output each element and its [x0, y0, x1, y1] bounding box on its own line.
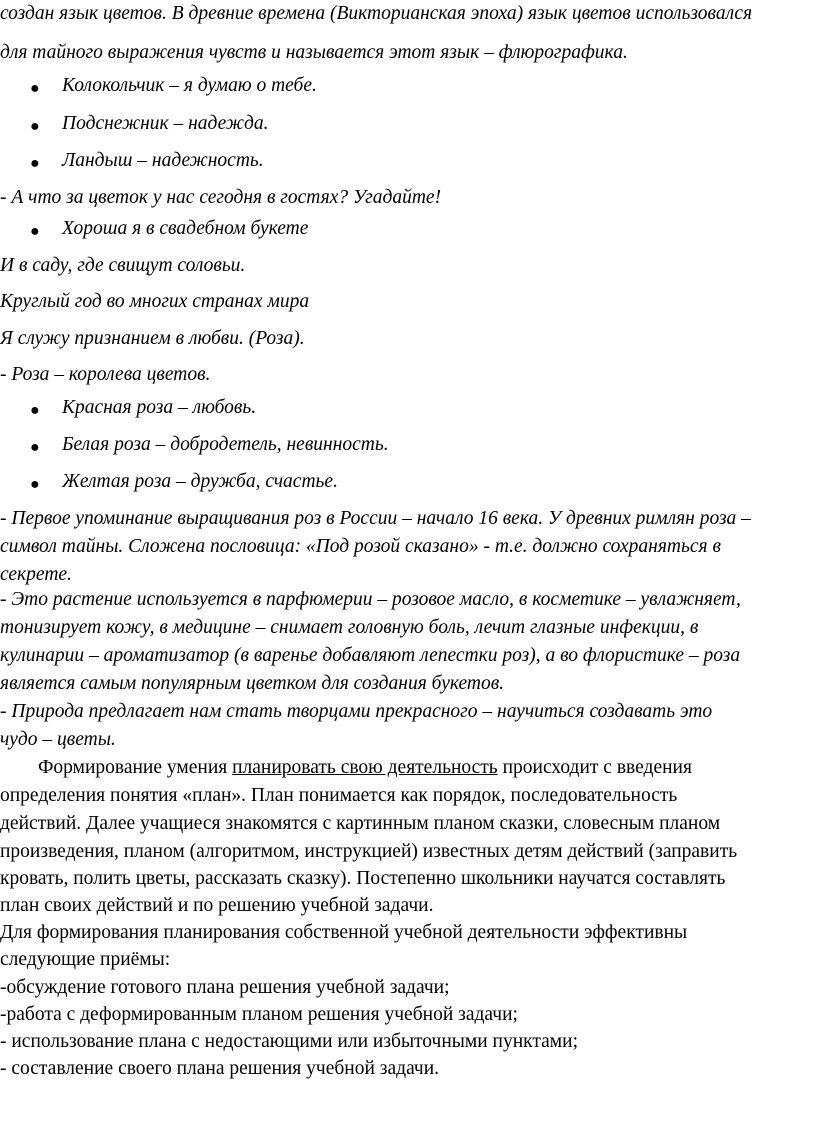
rose-meaning-item: Желтая роза – дружба, счастье. — [62, 471, 338, 492]
riddle-line-2: И в саду, где свищут соловьи. — [0, 255, 246, 276]
planning-text: Формирование умения — [38, 757, 233, 778]
meaning-item: Подснежник – надежда. — [62, 113, 269, 134]
usage-line-3: кулинарии – ароматизатор (в варенье добавляют лепестки роз), а во флористике – роза — [0, 645, 741, 666]
usage-line-4: является самым популярным цветком для создания букетов. — [0, 673, 505, 694]
technique-item: -обсуждение готового плана решения учебной задачи; — [0, 977, 450, 998]
planning-line-4: произведения, планом (алгоритмом, инструкцией) известных детям действий (заправить — [0, 841, 738, 862]
rose-meaning-item: Белая роза – добродетель, невинность. — [62, 434, 389, 455]
rose-meaning-item: Красная роза – любовь. — [62, 397, 257, 418]
meaning-item: Колокольчик – я думаю о тебе. — [62, 75, 317, 96]
riddle-line-1: Хороша я в свадебном букете — [62, 218, 309, 239]
bullet-icon: ● — [30, 439, 40, 456]
planning-line-2: определения понятия «план». План понимается как порядок, последовательность — [0, 785, 678, 806]
techniques-line-2: следующие приёмы: — [0, 949, 171, 970]
history-line-1: - Первое упоминание выращивания роз в России – начало 16 века. У древних римлян роза – — [0, 508, 751, 529]
meaning-item: Ландыш – надежность. — [62, 150, 264, 171]
techniques-line-1: Для формирования планирования собственной учебной деятельности эффективны — [0, 922, 688, 943]
bullet-icon: ● — [30, 80, 40, 97]
riddle-line-4: Я служу признанием в любви. (Роза). — [0, 328, 305, 349]
usage-line-2: тонизирует кожу, в медицине – снимает головную боль, лечит глазные инфекции, в — [0, 617, 699, 638]
planning-line-3: действий. Далее учащиеся знакомятся с картинным планом сказки, словесным планом — [0, 813, 721, 834]
history-line-2: символ тайны. Сложена пословица: «Под розой сказано» - т.е. должно сохраняться в — [0, 536, 721, 557]
riddle-line-3: Круглый год во многих странах мира — [0, 291, 310, 312]
planning-text: происходит с введения — [497, 757, 692, 778]
intro-line-2: для тайного выражения чувств и называется этот язык – флюрографика. — [0, 42, 628, 63]
planning-line-1 — [38, 757, 692, 779]
history-line-3: секрете. — [0, 564, 72, 585]
nature-line-2: чудо – цветы. — [0, 729, 116, 750]
technique-item: - составление своего плана решения учебной задачи. — [0, 1058, 440, 1079]
planning-line-5: кровать, полить цветы, рассказать сказку). Постепенно школьники научатся составлять — [0, 868, 726, 889]
technique-item: - использование плана с недостающими или избыточными пунктами; — [0, 1031, 578, 1052]
usage-line-1: - Это растение используется в парфюмерии – розовое масло, в косметике – увлажняет, — [0, 589, 741, 610]
bullet-icon: ● — [30, 223, 40, 240]
bullet-icon: ● — [30, 118, 40, 135]
planning-line-6: план своих действий и по решению учебной задачи. — [0, 895, 434, 916]
bullet-icon: ● — [30, 155, 40, 172]
nature-line-1: - Природа предлагает нам стать творцами прекрасного – научиться создавать это — [0, 701, 713, 722]
bullet-icon: ● — [30, 476, 40, 493]
planning-underlined-phrase: планировать свою деятельность — [232, 757, 498, 778]
bullet-icon: ● — [30, 402, 40, 419]
technique-item: -работа с деформированным планом решения учебной задачи; — [0, 1004, 518, 1025]
question-line: - А что за цветок у нас сегодня в гостях? Угадайте! — [0, 187, 442, 208]
intro-line-1: создан язык цветов. В древние времена (Викторианская эпоха) язык цветов использовался — [0, 3, 753, 24]
rose-heading: - Роза – королева цветов. — [0, 364, 211, 385]
